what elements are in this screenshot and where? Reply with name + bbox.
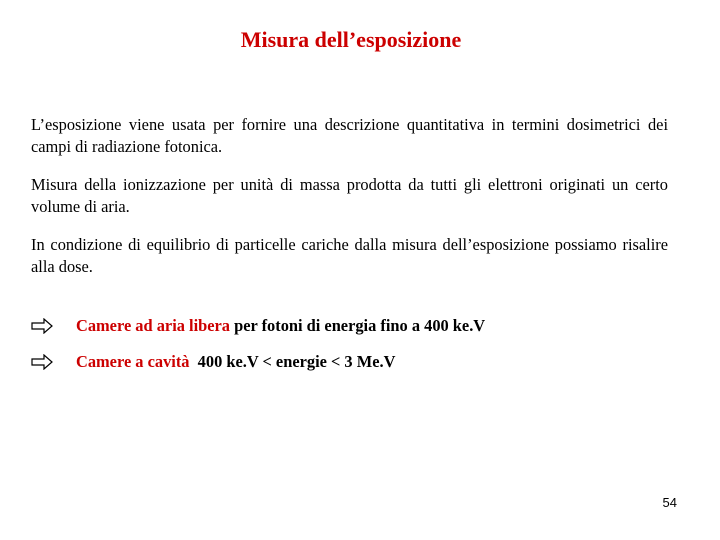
paragraph-equilibrium-dose: In condizione di equilibrio di particelle cariche dalla misura dell’esposizione possiamo risalire alla dose. <box>31 235 668 276</box>
bullet-rest: 400 ke.V < energie < 3 Me.V <box>189 352 396 371</box>
bullet-rest: per fotoni di energia fino a 400 ke.V <box>230 316 486 335</box>
paragraph-ionization-measure: Misura della ionizzazione per unità di massa prodotta da tutti gli elettroni originati un certo volume di aria. <box>31 175 668 216</box>
slide-title: Misura dell’esposizione <box>240 27 462 52</box>
arrow-right-icon <box>31 354 53 370</box>
bullet-highlight: Camere a cavità <box>76 352 190 371</box>
bullet-text <box>76 315 485 337</box>
page-number: 54 <box>662 495 677 510</box>
paragraph-exposure-definition: L’esposizione viene usata per fornire una descrizione quantitativa in termini dosimetrici dei campi di radiazione fotonica. <box>31 115 668 156</box>
arrow-right-icon <box>31 318 53 334</box>
bullet-text <box>76 351 395 373</box>
bullet-highlight: Camere ad aria libera <box>76 316 231 335</box>
